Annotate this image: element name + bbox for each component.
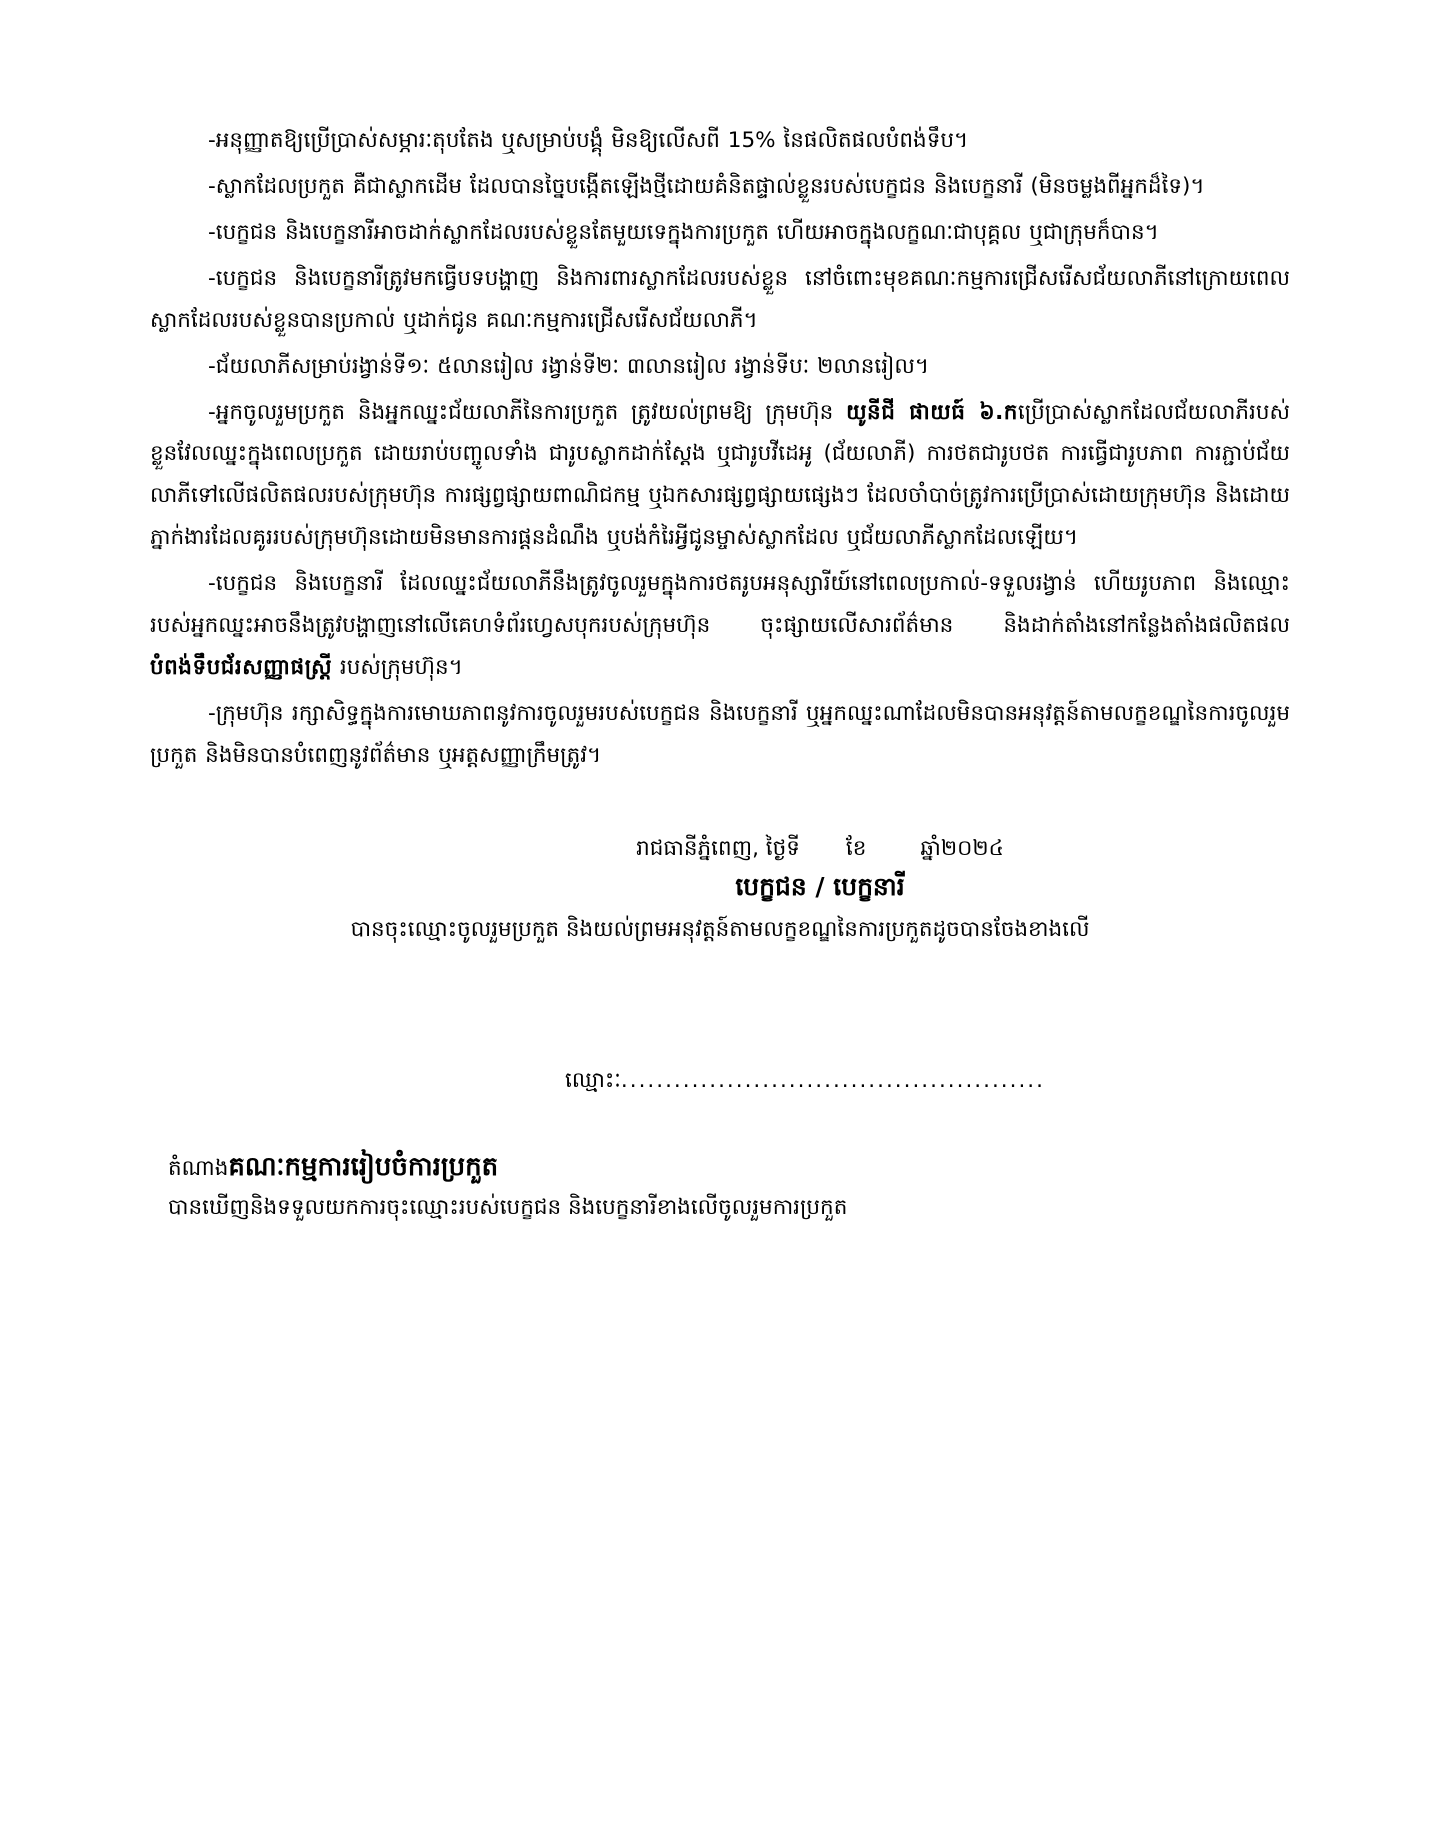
month-label: ខែ: [845, 835, 867, 861]
committee-name: គណៈកម្មការរៀបចំការប្រកួត: [228, 1151, 499, 1182]
paragraph2-text-after: របស់ក្រុមហ៊ុន។: [332, 655, 463, 681]
committee-line: [150, 1150, 1290, 1188]
paragraph-text-before: -អ្នកចូលរួមប្រកួត និងអ្នកឈ្នះជ័យលាភីនៃការប្រកួត ត្រូវយល់ព្រមឱ្យ ក្រុមហ៊ុន: [208, 399, 847, 425]
signer-note: បានចុះឈ្មោះចូលរួមប្រកួត និងយល់ព្រមអនុវត្តន៍តាមលក្ខខណ្ឌនៃការប្រកួតដូចបានចែងខាងលើ: [350, 916, 1090, 942]
date-line: [150, 835, 1290, 866]
body-paragraph-photo-usage: [150, 563, 1290, 689]
city-date-prefix: រាជធានីភ្នំពេញ, ថ្ងៃទី: [636, 835, 800, 861]
body-paragraph-5: -ជ័យលាភីសម្រាប់រង្វាន់ទី១ៈ ៥លានរៀល រង្វាន់ទី២ៈ ៣លានរៀល រង្វាន់ទីបៈ ២លានរៀល។: [208, 353, 930, 379]
body-paragraph-3: -បេក្ខជន និងបេក្ខនារីអាចដាក់ស្លាកដែលរបស់ខ្លួនតែមួយទេក្នុងការប្រកួត ហើយអាចក្នុងលក្ខណៈជាបុគ្គល ឬជាក្រុមក៏បាន។: [208, 219, 1159, 245]
paragraph2-text-before: -បេក្ខជន និងបេក្ខនារី ដែលឈ្នះជ័យលាភីនឹងត្រូវចូលរួមក្នុងការថតរូបអនុស្សារីយ៍នៅពេលប្រកាល់-ទទួលរង្វាន់ ហើយរូបភាព និងឈ្មោះរបស់អ្នកឈ្នះអាចនឹងត្រូវបង្ហាញនៅលើគេហទំព័រហ្វេសបុករបស់ក្រុមហ៊ុន ចុះផ្សាយលើសារព័ត៌មាន និងដាក់តាំងនៅកន្លែងតាំងផលិតផល: [150, 571, 1290, 639]
body-paragraph-1: -អនុញ្ញាតឱ្យប្រើប្រាស់សម្ភារៈតុបតែង ឬសម្រាប់បង្គុំ មិនឱ្យលើសពី 15% នៃផលិតផលបំពង់ទឹប។: [208, 128, 969, 153]
name-signature-line: [150, 1067, 1290, 1098]
committee-prefix: តំណាង: [168, 1155, 229, 1181]
body-paragraph-final: -ក្រុមហ៊ុន រក្សាសិទ្ធក្នុងការមោឃភាពនូវការចូលរួមរបស់បេក្ខជន និងបេក្ខនារី ឬអ្នកឈ្នះណាដែលមិនបានអនុវត្តន៍តាមលក្ខខណ្ឌនៃការចូលរួមប្រកួត និងមិនបានបំពេញនូវព័ត៌មាន ឬអត្តសញ្ញាក្រឹមត្រូវ។: [150, 700, 1290, 768]
body-paragraph-4: -បេក្ខជន និងបេក្ខនារីត្រូវមកធ្វើបទបង្ហាញ និងការពារស្លាកដែលរបស់ខ្លួន នៅចំពោះមុខគណៈកម្មការជ្រើសរើសជ័យលាភីនៅក្រោយពេលស្លាកដែលរបស់ខ្លួនបានប្រកាល់ ឬដាក់ជូន គណៈកម្មការជ្រើសរើសជ័យលាភី។: [150, 265, 1290, 333]
name-dotted-line: ................................................: [620, 1067, 1045, 1093]
committee-note: បានឃើញនិងទទួលយកការចុះឈ្មោះរបស់បេក្ខជន និងបេក្ខនារីខាងលើចូលរួមការប្រកួត: [168, 1194, 848, 1220]
name-label: ឈ្មោះៈ: [565, 1067, 621, 1093]
paragraph-text-after: ប្រើប្រាស់ស្លាកដែលជ័យលាភីរបស់ខ្លួនវែលឈ្នះក្នុងពេលប្រកួត ដោយរាប់បញ្ចូលទាំង ជារូបស្លាកដាក់ស្តែង ឬជារូបវីដេអូ (ជ័យលាភី) ការថតជារូបថត ការធ្វើជារូបភាព ការភ្ជាប់ជ័យលាភីទៅលើផលិតផលរបស់ក្រុមហ៊ុន ការផ្សព្វផ្សាយពាណិជកម្ម ឬឯកសារផ្សព្វផ្សាយផ្សេងៗ ដែលចាំបាច់ត្រូវការប្រើប្រាស់ដោយក្រុមហ៊ុន និងដោយភ្នាក់ងារដែលគូររបស់ក្រុមហ៊ុនដោយមិនមានការផ្តនដំណឹង ឬបង់កំរៃអ្វីជូនម្ចាស់ស្លាកដែល ឬជ័យលាភីស្លាកដែលឡើយ។: [150, 399, 1290, 551]
signer-title: បេក្ខជន / បេក្ខនារី: [735, 871, 905, 901]
body-paragraph-2: -ស្លាកដែលប្រកួត គឺជាស្លាកដើម ដែលបានច្នៃបង្កើតឡើងថ្មីដោយគំនិតផ្ទាល់ខ្លួនរបស់បេក្ខជន និងបេក្ខនារី (មិនចម្លងពីអ្នកដ៏ទៃ)។: [208, 173, 1205, 199]
body-paragraph-company-usage: [150, 392, 1290, 560]
committee-footer-block: [150, 1150, 1290, 1225]
product-name: បំពង់ទឹបជ័រសញ្ញាផស្រ្តី: [150, 655, 333, 681]
year-label: ឆ្នាំ២០២៤: [920, 835, 1004, 861]
company-name: យូនីជី ផាយធ៍ ៦.ក: [846, 399, 1018, 425]
closing-block: [150, 835, 1290, 1098]
